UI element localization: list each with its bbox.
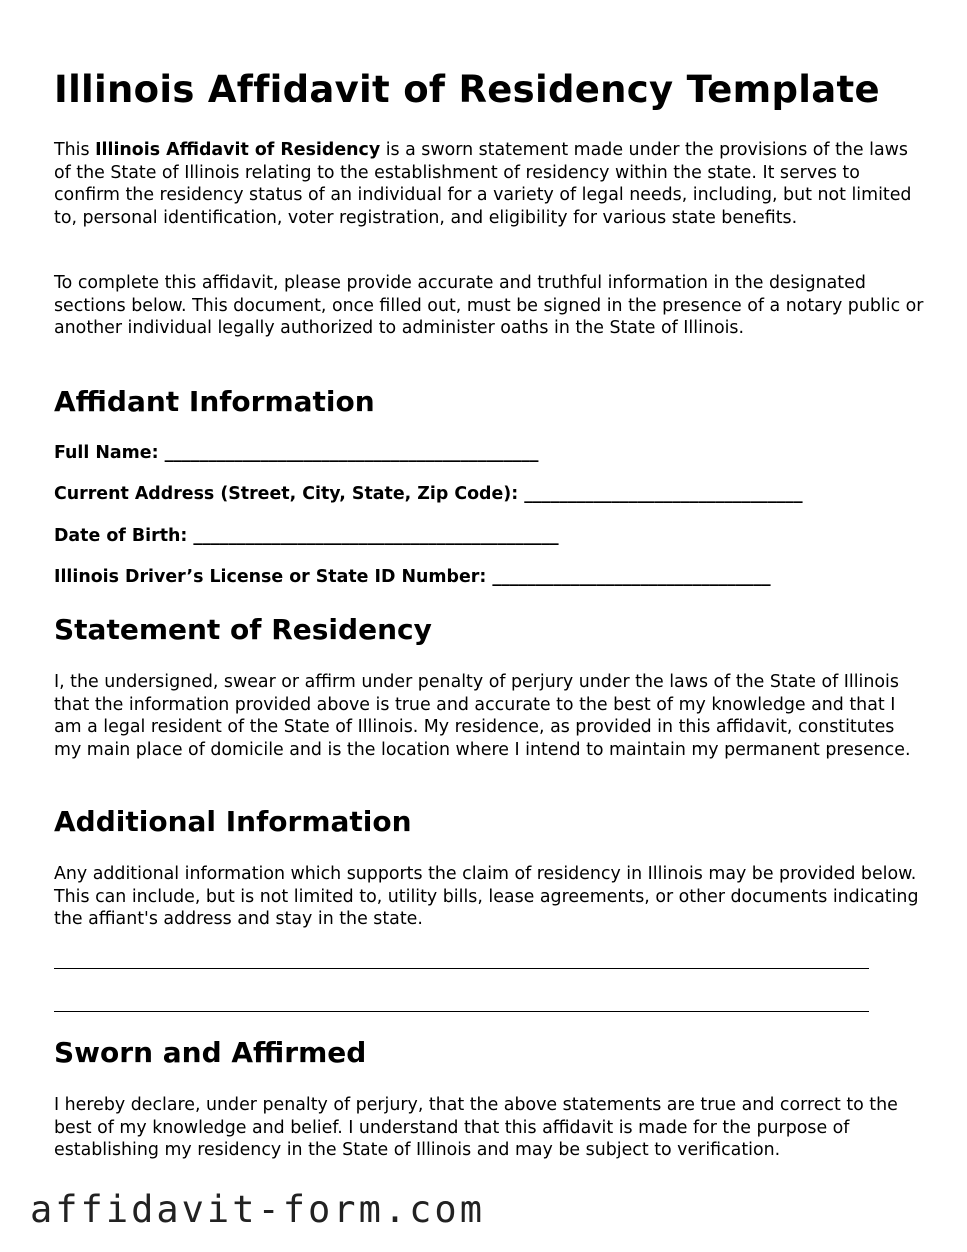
page-title: Illinois Affidavit of Residency Template — [54, 68, 880, 111]
full-name-label: Full Name: — [54, 443, 159, 463]
current-address-line[interactable]: ________________________________ — [524, 484, 803, 504]
date-of-birth-field[interactable] — [54, 526, 559, 546]
additional-paragraph: Any additional information which supports the claim of residency in Illinois may be provided below. This can include, but is not limited to, utility bills, lease agreements, or other documents indicating the affiant's address and stay in the state. — [54, 864, 919, 929]
additional-info-line-1[interactable] — [54, 968, 869, 969]
statement-of-residency-heading: Statement of Residency — [54, 613, 432, 646]
full-name-field[interactable] — [54, 443, 539, 463]
intro-bold-title: Illinois Affidavit of Residency — [95, 140, 381, 160]
statement-paragraph: I, the undersigned, swear or affirm under penalty of perjury under the laws of the State of Illinois that the information provided above is true and accurate to the best of my knowledge and that I am a legal resident of the State of Illinois. My residence, as provided in this affidavit, constitutes my main place of domicile and is the location where I intend to maintain my permanent presence. — [54, 672, 911, 760]
current-address-label: Current Address (Street, City, State, Zip Code): — [54, 484, 519, 504]
intro-paragraph-1 — [54, 139, 924, 229]
full-name-line[interactable]: ___________________________________________ — [164, 443, 539, 463]
sworn-and-affirmed-heading: Sworn and Affirmed — [54, 1036, 367, 1069]
sworn-paragraph: I hereby declare, under penalty of perjury, that the above statements are true and correct to the best of my knowledge and belief. I understand that this affidavit is made for the purpose of establishing my residency in the State of Illinois and may be subject to verification. — [54, 1095, 898, 1160]
license-number-line[interactable]: ________________________________ — [492, 567, 771, 587]
license-number-label: Illinois Driver’s License or State ID Number: — [54, 567, 487, 587]
additional-information-heading: Additional Information — [54, 805, 412, 838]
license-number-field[interactable] — [54, 567, 771, 587]
additional-info-line-2[interactable] — [54, 1011, 869, 1012]
intro-text-rest: is a sworn statement made under the provisions of the laws of the State of Illinois relating to the establishment of residency within the state. It serves to confirm the residency status of an individual for a variety of legal needs, including, but not limited to, personal identification, voter registration, and eligibility for various state benefits. — [54, 140, 912, 228]
intro-text-start: This — [54, 140, 96, 160]
date-of-birth-line[interactable]: __________________________________________ — [193, 526, 559, 546]
watermark-text: affidavit-form.com — [30, 1188, 485, 1231]
current-address-field[interactable] — [54, 484, 803, 504]
intro-paragraph-2: To complete this affidavit, please provide accurate and truthful information in the designated sections below. This document, once filled out, must be signed in the presence of a notary public or another individual legally authorized to administer oaths in the State of Illinois. — [54, 273, 924, 338]
date-of-birth-label: Date of Birth: — [54, 526, 188, 546]
affidant-information-heading: Affidant Information — [54, 385, 375, 418]
